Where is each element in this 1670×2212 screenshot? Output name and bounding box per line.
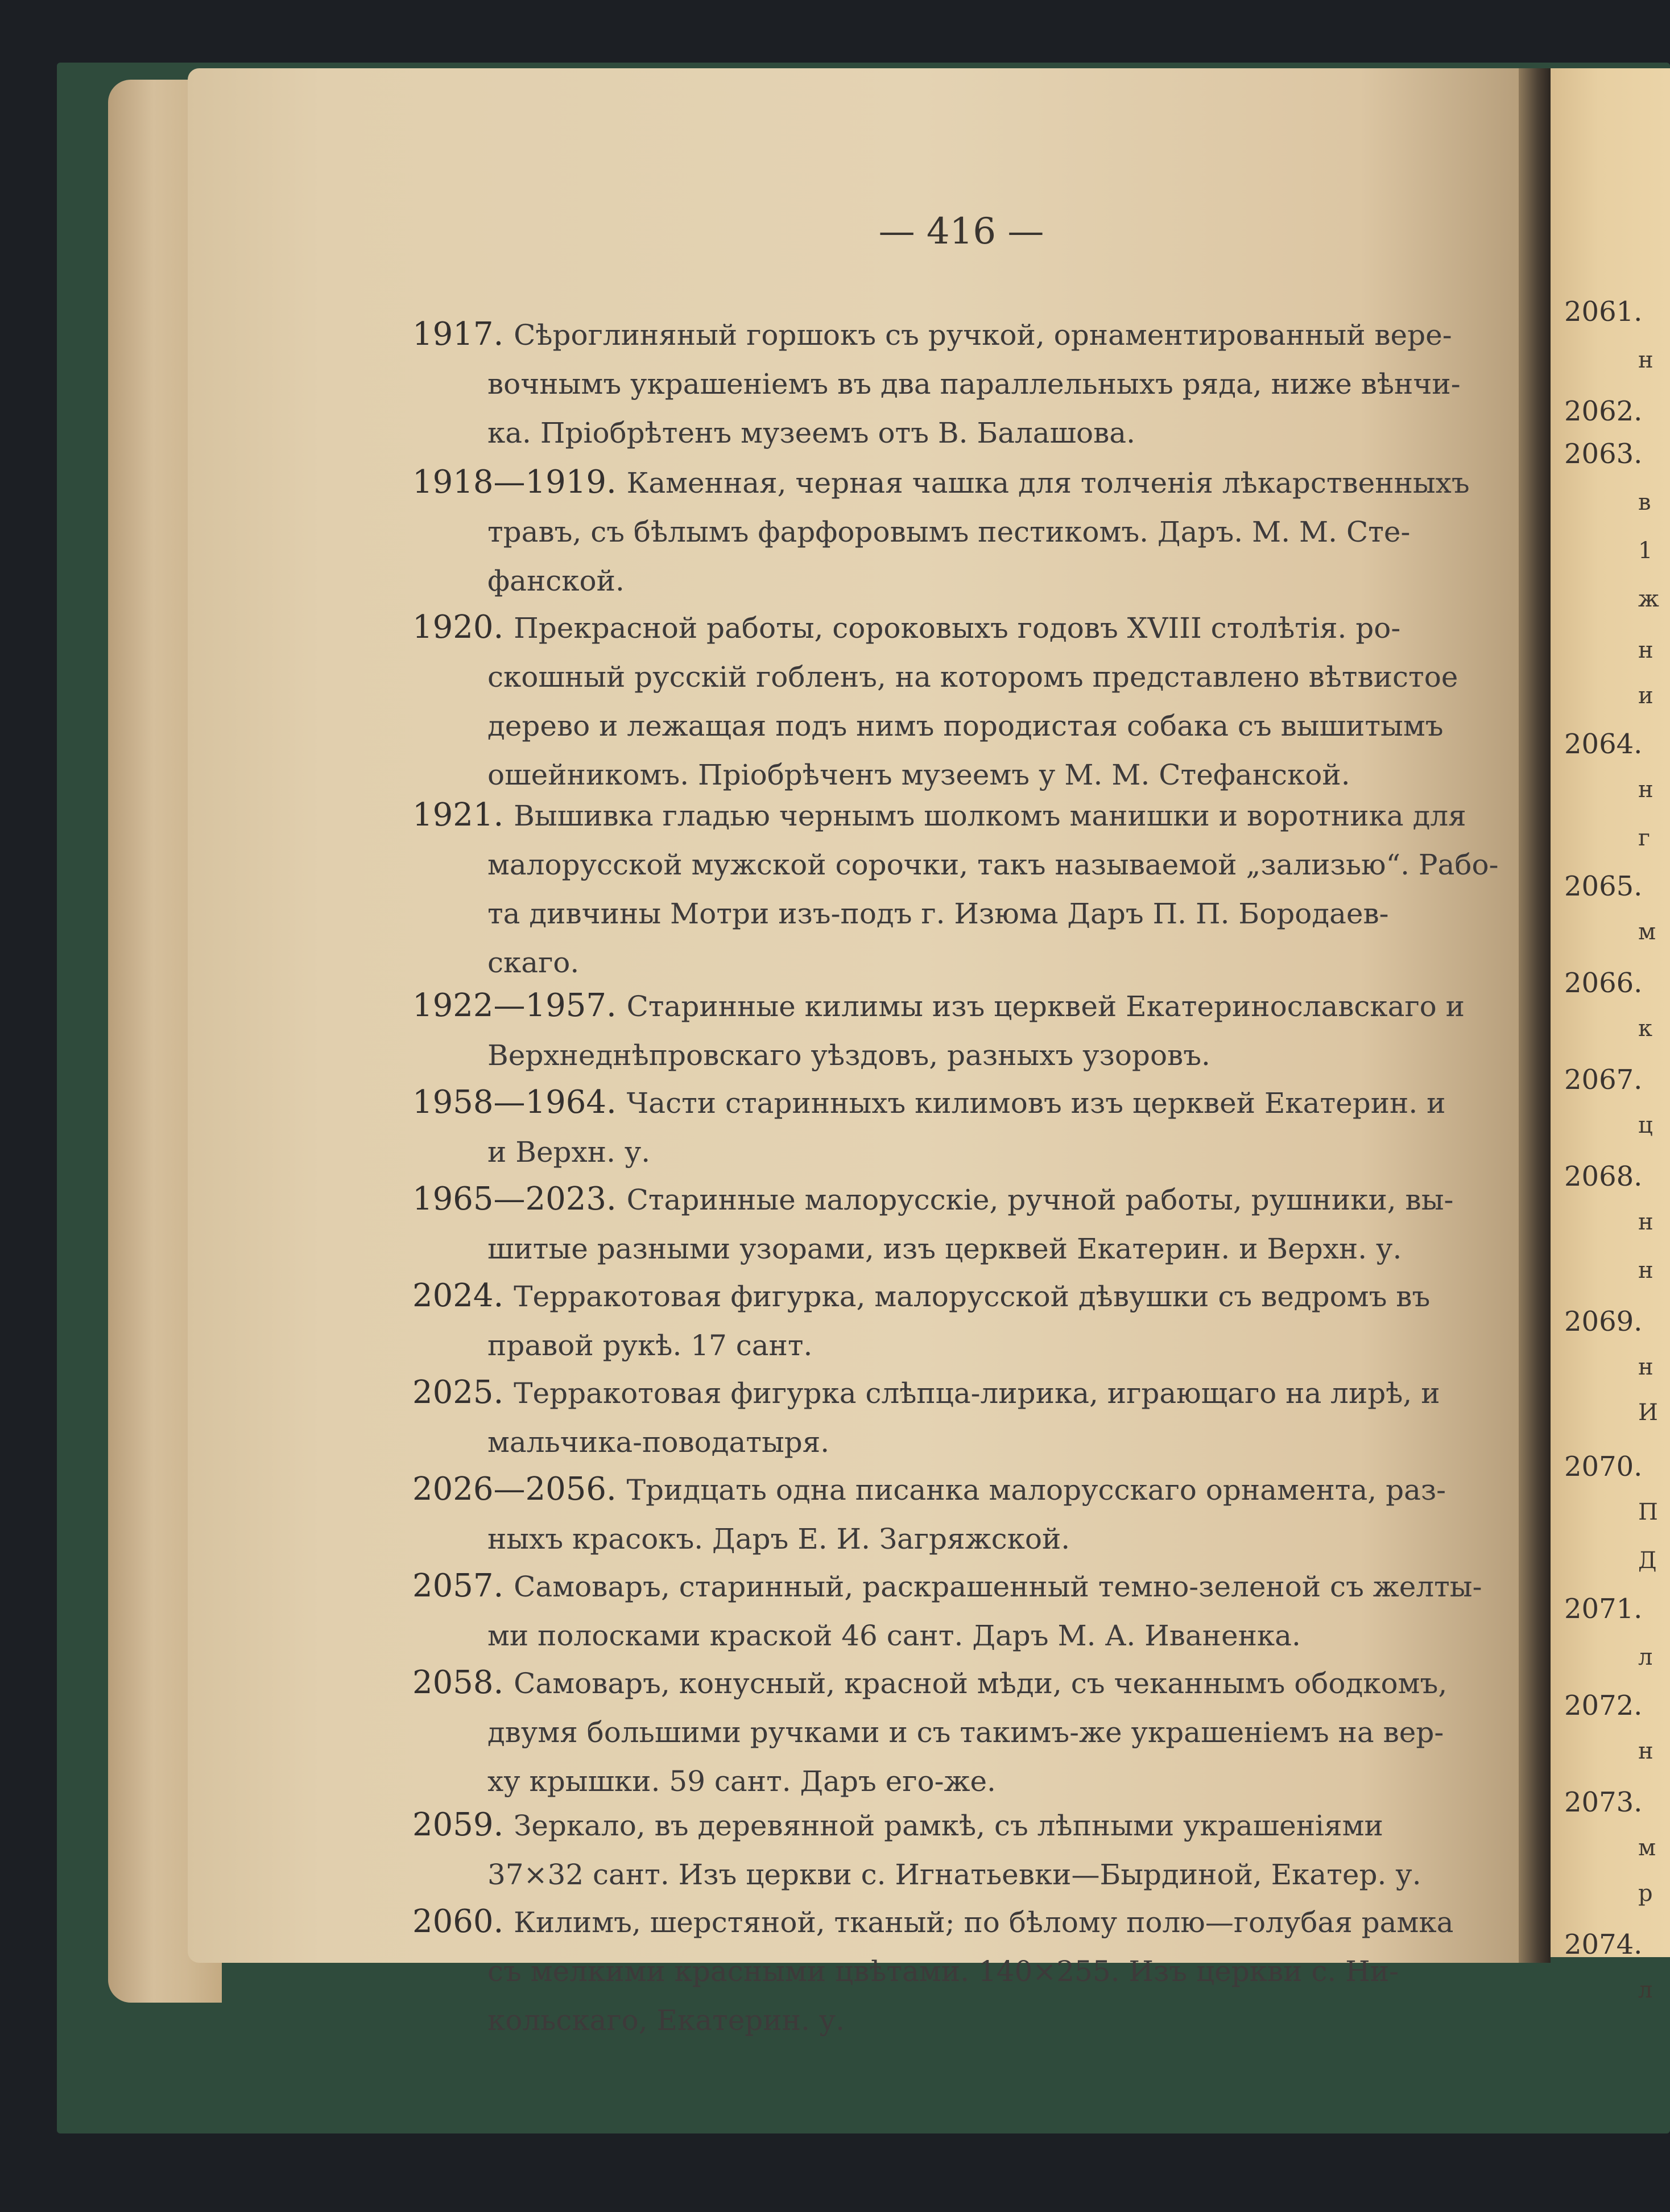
right-entry-number: 2068. (1564, 1161, 1643, 1192)
entry-text: Вышивка гладью чернымъ шолкомъ манишки и воротника для (514, 799, 1466, 832)
catalog-entry (412, 1465, 1510, 1563)
entry-text: Старинные малорусскіе, ручной работы, рушники, вы- (626, 1183, 1454, 1216)
entry-line (412, 603, 1510, 653)
entry-line (412, 1757, 1510, 1806)
entry-line (412, 1368, 1510, 1418)
entry-line (412, 1175, 1510, 1224)
entry-line (412, 1224, 1510, 1273)
entry-text: Самоваръ, конусный, красной мѣди, съ чеканнымъ ободкомъ, (514, 1667, 1448, 1700)
entry-text: Сѣроглиняный горшокъ съ ручкой, орнаментированный вере- (514, 319, 1452, 352)
page-number: — 416 — (878, 211, 1044, 253)
right-entry-number: 2070. (1564, 1451, 1643, 1483)
entry-text: ошейникомъ. Пріобрѣченъ музеемъ у М. М. Стефанской. (487, 758, 1350, 791)
entry-number: 2058. (412, 1664, 514, 1701)
right-text-fragment: в (1638, 489, 1651, 515)
entry-number: 1922—1957. (412, 987, 627, 1024)
entry-text: Терракотовая фигурка, малорусской дѣвушки съ ведромъ въ (514, 1280, 1431, 1313)
entry-number: 2059. (412, 1806, 514, 1843)
entry-line (412, 1514, 1510, 1563)
entry-line (412, 1078, 1510, 1128)
catalog-entry (412, 1175, 1510, 1273)
entry-text: кольскаго, Екатерин. у. (487, 2004, 845, 2037)
right-text-fragment: ц (1638, 1112, 1653, 1138)
right-text-fragment: г (1638, 825, 1650, 851)
entry-text: Самоваръ, старинный, раскрашенный темно-зеленой съ желты- (514, 1570, 1482, 1603)
entry-line (412, 889, 1510, 938)
entry-text: ми полосками краской 46 сант. Даръ М. А. Иваненка. (487, 1619, 1301, 1652)
entry-line (412, 981, 1510, 1031)
right-text-fragment: Д (1638, 1547, 1657, 1574)
entry-text: Терракотовая фигурка слѣпца-лирика, играющаго на лирѣ, и (514, 1377, 1440, 1410)
right-text-fragment: П (1638, 1499, 1658, 1525)
entry-text: вочнымъ украшеніемъ въ два параллельныхъ ряда, ниже вѣнчи- (487, 368, 1461, 401)
right-text-fragment: л (1638, 1977, 1653, 2003)
entry-line (412, 1465, 1510, 1514)
entry-line (412, 1611, 1510, 1660)
entry-text: малорусской мужской сорочки, такъ называемой „зализью“. Рабо- (487, 848, 1499, 881)
entry-line (412, 791, 1510, 840)
right-text-fragment: н (1638, 1738, 1654, 1764)
right-text-fragment: р (1638, 1880, 1653, 1906)
right-text-fragment: н (1638, 637, 1654, 663)
right-entry-number: 2069. (1564, 1306, 1643, 1338)
entry-number: 1920. (412, 609, 514, 646)
right-text-fragment: м (1638, 1835, 1656, 1861)
entry-text: Килимъ, шерстяной, тканый; по бѣлому полю—голубая рамка (514, 1906, 1454, 1939)
right-entry-number: 2067. (1564, 1064, 1643, 1096)
entry-line (412, 507, 1510, 556)
entry-line (412, 1658, 1510, 1708)
right-entry-number: 2073. (1564, 1786, 1643, 1818)
right-text-fragment: И (1638, 1400, 1658, 1426)
right-text-fragment: л (1638, 1644, 1653, 1670)
right-text-fragment: н (1638, 1257, 1654, 1284)
right-text-fragment: 1 (1638, 538, 1653, 564)
right-entry-number: 2064. (1564, 728, 1643, 760)
entry-line (412, 1947, 1510, 1996)
entry-number: 1958—1964. (412, 1084, 627, 1121)
entry-line (412, 1897, 1510, 1947)
entry-text: Тридцать одна писанка малорусскаго орнамента, раз- (626, 1474, 1446, 1507)
entry-text: Верхнеднѣпровскаго уѣздовъ, разныхъ узоровъ. (487, 1039, 1210, 1072)
entry-text: правой рукѣ. 17 сант. (487, 1329, 813, 1362)
entry-text: и Верхн. у. (487, 1136, 651, 1169)
entry-number: 2060. (412, 1903, 514, 1940)
entry-number: 1921. (412, 797, 514, 833)
catalog-entry (412, 1562, 1510, 1660)
entry-number: 2025. (412, 1374, 514, 1411)
right-entry-number: 2074. (1564, 1929, 1643, 1961)
entry-line (412, 458, 1510, 507)
right-text-fragment: и (1638, 683, 1654, 709)
entry-line (412, 360, 1510, 408)
right-entry-number: 2072. (1564, 1690, 1643, 1722)
catalog-entry (412, 1078, 1510, 1177)
catalog-entry (412, 1897, 1510, 2045)
entry-line (412, 1708, 1510, 1757)
right-text-fragment: н (1638, 347, 1654, 373)
entry-line (412, 1850, 1510, 1899)
catalog-entry (412, 1368, 1510, 1467)
entry-line (412, 1128, 1510, 1177)
catalog-entry (412, 791, 1510, 987)
entry-text: ка. Пріобрѣтенъ музеемъ отъ В. Балашова. (487, 416, 1136, 449)
entry-number: 1917. (412, 316, 514, 353)
right-text-fragment: ж (1638, 586, 1659, 612)
entry-text: ныхъ красокъ. Даръ Е. И. Загряжской. (487, 1522, 1070, 1555)
entry-text: та дивчины Мотри изъ-подъ г. Изюма Даръ П. П. Бородаев- (487, 897, 1389, 930)
entry-text: Прекрасной работы, сороковыхъ годовъ XVIII столѣтія. ро- (514, 612, 1401, 645)
entry-line (412, 701, 1510, 750)
catalog-entry (412, 1801, 1510, 1899)
catalog-entry (412, 310, 1510, 457)
entry-text: дерево и лежащая подъ нимъ породистая собака съ вышитымъ (487, 709, 1444, 742)
entry-text: съ мелкими красными цвѣтами. 140×255. Изъ церкви с. Ни- (487, 1955, 1399, 1988)
entry-line (412, 1996, 1510, 2045)
entry-line (412, 310, 1510, 360)
entry-text: мальчика-поводатыря. (487, 1426, 830, 1459)
entry-text: фанской. (487, 564, 625, 597)
right-entry-number: 2063. (1564, 438, 1643, 470)
entry-line (412, 653, 1510, 701)
entry-line (412, 1562, 1510, 1611)
catalog-entry (412, 603, 1510, 799)
entry-line (412, 1031, 1510, 1080)
right-text-fragment: н (1638, 1354, 1654, 1380)
entry-text: двумя большими ручками и съ такимъ-же украшеніемъ на вер- (487, 1716, 1444, 1749)
right-text-fragment: н (1638, 1209, 1654, 1235)
catalog-entry (412, 458, 1510, 605)
right-entry-number: 2061. (1564, 296, 1643, 328)
right-text-fragment: н (1638, 777, 1654, 803)
entry-text: Старинные килимы изъ церквей Екатеринославскаго и (626, 990, 1465, 1023)
catalog-entry (412, 1272, 1510, 1370)
entry-number: 1918—1919. (412, 464, 627, 501)
entry-line (412, 1321, 1510, 1370)
entry-text: скаго. (487, 946, 580, 979)
right-entry-number: 2071. (1564, 1593, 1643, 1625)
catalog-entry (412, 981, 1510, 1080)
entry-text: ху крышки. 59 сант. Даръ его-же. (487, 1765, 996, 1798)
entry-line (412, 1418, 1510, 1467)
entry-text: Части старинныхъ килимовъ изъ церквей Екатерин. и (626, 1087, 1446, 1120)
right-entry-number: 2065. (1564, 870, 1643, 902)
right-entry-number: 2066. (1564, 967, 1643, 999)
entry-text: Каменная, черная чашка для толченія лѣкарственныхъ (626, 467, 1470, 500)
entry-text: 37×32 сант. Изъ церкви с. Игнатьевки—Бырдиной, Екатер. у. (487, 1858, 1421, 1891)
entry-line (412, 1272, 1510, 1321)
entry-text: Зеркало, въ деревянной рамкѣ, съ лѣпными украшеніями (514, 1809, 1383, 1842)
entry-line (412, 840, 1510, 889)
entry-line (412, 556, 1510, 605)
entry-line (412, 408, 1510, 457)
catalog-entry (412, 1658, 1510, 1806)
entry-text: скошный русскій гобленъ, на которомъ представлено вѣтвистое (487, 661, 1458, 694)
right-text-fragment: м (1638, 919, 1656, 945)
right-text-fragment: к (1638, 1016, 1652, 1042)
entry-number: 2024. (412, 1277, 514, 1314)
entry-number: 1965—2023. (412, 1181, 627, 1218)
entry-number: 2057. (412, 1567, 514, 1604)
entry-line (412, 1801, 1510, 1850)
entry-text: травъ, съ бѣлымъ фарфоровымъ пестикомъ. Даръ. М. М. Сте- (487, 515, 1411, 548)
right-entry-number: 2062. (1564, 395, 1643, 427)
entry-line (412, 938, 1510, 987)
entry-text: шитые разными узорами, изъ церквей Екатерин. и Верхн. у. (487, 1232, 1402, 1265)
entry-number: 2026—2056. (412, 1471, 627, 1508)
